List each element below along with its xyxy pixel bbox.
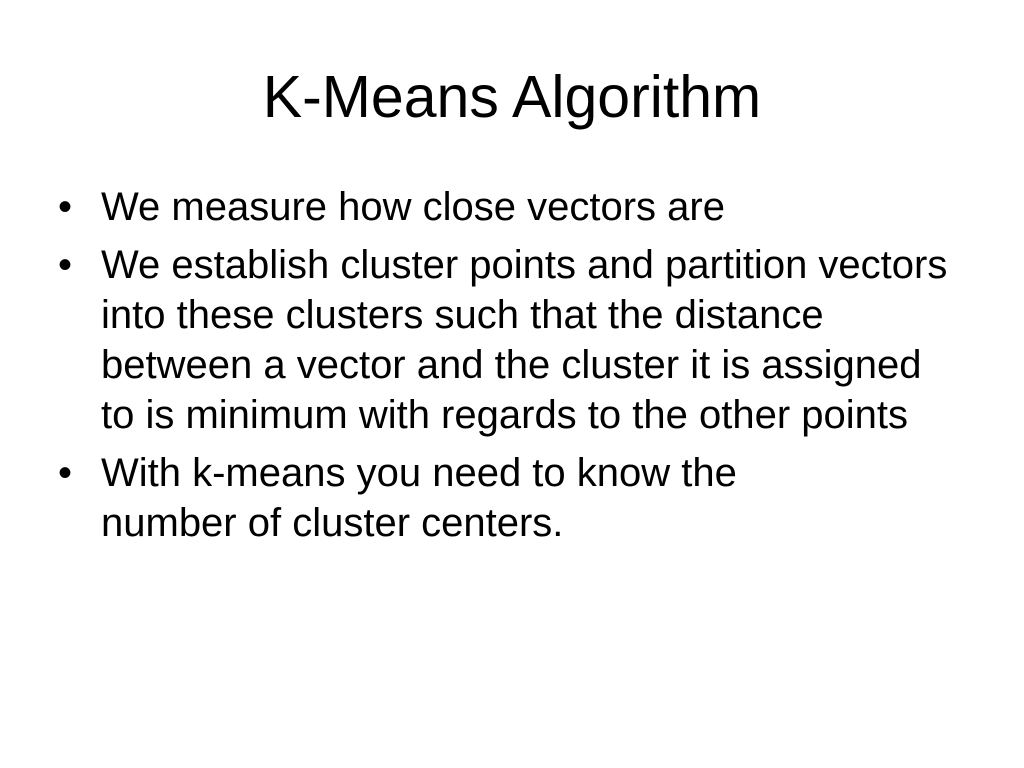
bullet-text: We measure how close vectors are [101,185,725,229]
bullet-item [58,240,958,440]
slide-title: K-Means Algorithm [262,64,762,130]
bullet-text: We establish cluster points and partition vectors into these clusters such that the distance between a vector and the cluster it is assigned to is minimum with regards to the other points [101,243,948,437]
bullet-text: With k-means you need to know the number of cluster centers. [101,451,737,545]
bullet-icon: • [58,185,73,229]
bullet-list [58,182,958,556]
bullet-icon: • [58,243,73,287]
bullet-item [58,448,958,548]
bullet-icon: • [58,451,73,495]
bullet-item [58,182,958,232]
